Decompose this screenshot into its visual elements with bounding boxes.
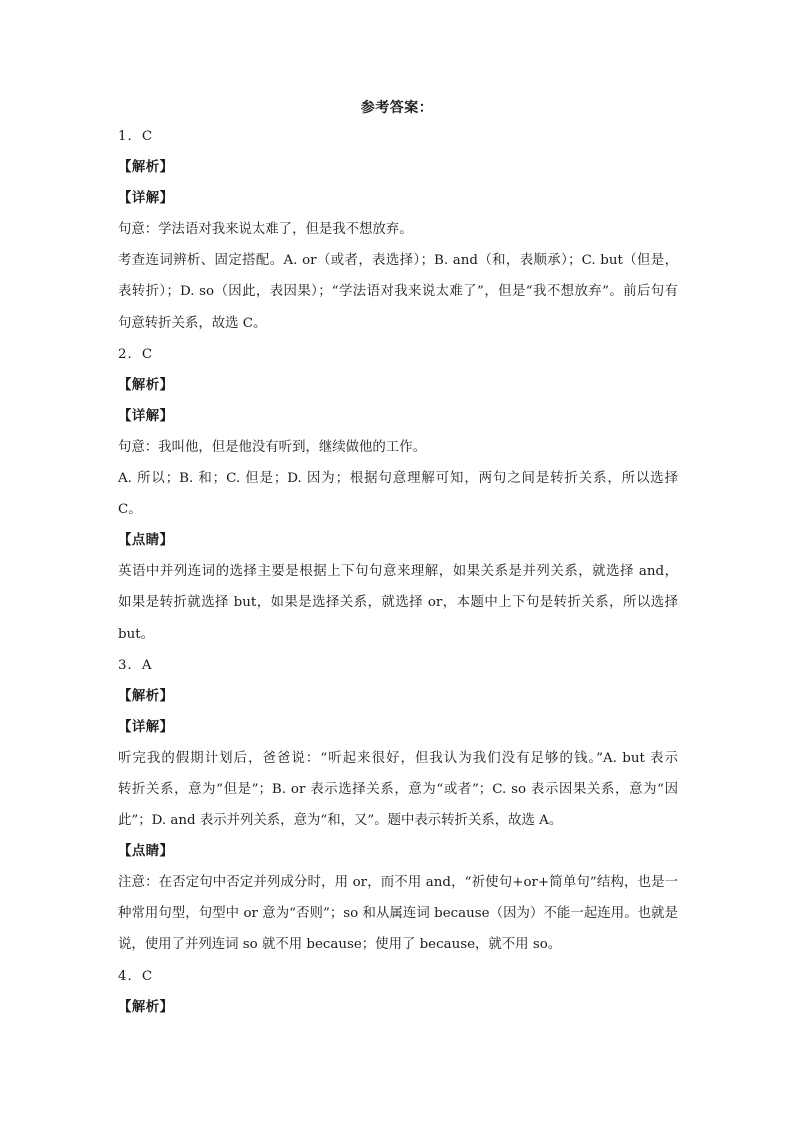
text-line: 句意：我叫他，但是他没有听到，继续做他的工作。: [118, 439, 426, 455]
text-line: C。: [118, 502, 142, 518]
section-label: 【解析】: [118, 687, 174, 704]
text-line: 说，使用了并列连词 so 就不用 because；使用了 because，就不用 so。: [118, 937, 562, 953]
text-line: 考查连词辨析、固定搭配。A. or（或者，表选择）；B. and（和，表顺承）；C. but（但是，: [118, 253, 678, 269]
answer-content: [118, 121, 678, 1023]
text-line: 句意：学法语对我来说太难了，但是我不想放弃。: [118, 222, 413, 238]
section-label: 【解析】: [118, 159, 174, 176]
question-number: 4．C: [118, 968, 154, 984]
question-number: 2．C: [118, 346, 154, 362]
section-label: 【点睛】: [118, 843, 174, 860]
question-number: 1．C: [118, 129, 154, 144]
text-line: 听完我的假期计划后，爸爸说：“听起来很好，但我认为我们没有足够的钱。”A. but 表示: [118, 750, 678, 766]
text-line: 转折关系，意为“但是”；B. or 表示选择关系，意为“或者”；C. so 表示因果关系，意为“因: [118, 781, 678, 797]
page-title: 参考答案：: [360, 100, 434, 116]
section-label: 【点睛】: [118, 532, 174, 549]
section-label: 【解析】: [118, 998, 174, 1015]
text-line: 英语中并列连词的选择主要是根据上下句句意来理解，如果关系是并列关系，就选择 and，: [118, 564, 678, 580]
text-line: 注意：在否定句中否定并列成分时，用 or，而不用 and，“祈使句+or+简单句”结构，也是一: [118, 875, 678, 891]
section-label: 【详解】: [118, 407, 174, 424]
text-line: 此”；D. and 表示并列关系，意为“和，又”。题中表示转折关系，故选 A。: [118, 813, 563, 829]
section-label: 【详解】: [118, 718, 174, 735]
question-number: 3．A: [118, 657, 153, 673]
text-line: 如果是转折就选择 but，如果是选择关系，就选择 or，本题中上下句是转折关系，所以选择: [118, 595, 678, 611]
text-line: but。: [118, 626, 154, 642]
section-label: 【详解】: [118, 190, 174, 207]
text-line: A. 所以；B. 和；C. 但是；D. 因为；根据句意理解可知，两句之间是转折关系，所以选择: [118, 471, 678, 487]
section-label: 【解析】: [118, 376, 174, 393]
text-line: 种常用句型，句型中 or 意为“否则”；so 和从属连词 because（因为）不能一起连用。也就是: [118, 906, 678, 922]
text-line: 句意转折关系，故选 C。: [118, 315, 267, 331]
text-line: 表转折）；D. so（因此，表因果）；“学法语对我来说太难了”，但是“我不想放弃”。前后句有: [118, 284, 678, 300]
